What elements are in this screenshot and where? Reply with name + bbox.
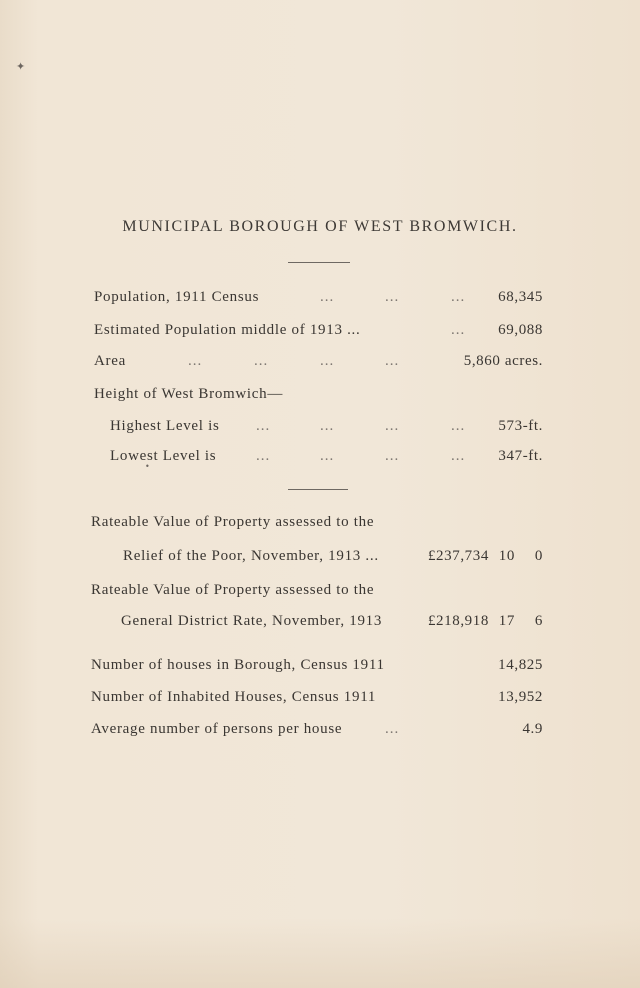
row-value: 4.9 [522, 721, 543, 737]
row-value: 68,345 [498, 289, 543, 305]
row-label: Rateable Value of Property assessed to the [91, 582, 375, 598]
row-label: Highest Level is [110, 418, 220, 434]
leader-dots: ... [385, 289, 400, 305]
page-title: MUNICIPAL BOROUGH OF WEST BROMWICH. [122, 218, 518, 235]
rateable-district-line2 [0, 613, 640, 635]
rateable-poor-line1 [0, 514, 640, 536]
row-label: Average number of persons per house [91, 721, 343, 737]
row-value: 13,952 [498, 689, 543, 705]
row-label: Rateable Value of Property assessed to the [91, 514, 375, 530]
highest-level-row [0, 418, 640, 440]
rateable-poor-line2 [0, 548, 640, 570]
leader-dots: ... [385, 353, 400, 369]
rateable-value [409, 548, 543, 565]
leader-dots: ... [320, 353, 335, 369]
height-heading-row [0, 386, 640, 408]
row-label: Estimated Population middle of 1913 ... [94, 322, 361, 338]
pounds-value: £218,918 [427, 613, 489, 629]
leader-dots: ... [256, 448, 271, 464]
leader-dots: ... [385, 418, 400, 434]
leader-dots: ... [188, 353, 203, 369]
section-divider [288, 489, 348, 490]
row-label: Lowest Level is [110, 448, 217, 464]
leader-dots: ... [320, 289, 335, 305]
houses-row [0, 657, 640, 679]
page-mark: ✦ [16, 60, 26, 73]
pence-value: 0 [534, 548, 543, 564]
title-divider [288, 262, 350, 263]
row-label: Height of West Bromwich— [94, 386, 284, 402]
area-row [0, 353, 640, 375]
population-row [0, 289, 640, 311]
row-label: Relief of the Poor, November, 1913 ... [123, 548, 379, 564]
row-value: 69,088 [498, 322, 543, 338]
print-speck: • [145, 462, 150, 471]
leader-dots: ... [320, 448, 335, 464]
row-value: 5,860 acres. [463, 353, 543, 369]
leader-dots: ... [451, 289, 466, 305]
row-label: General District Rate, November, 1913 [121, 613, 383, 629]
leader-dots: ... [385, 448, 400, 464]
inhabited-houses-row [0, 689, 640, 711]
lowest-level-row [0, 448, 640, 470]
row-value: 347-ft. [498, 448, 543, 464]
leader-dots: ... [254, 353, 269, 369]
leader-dots: ... [385, 721, 400, 737]
pence-value: 6 [534, 613, 543, 629]
row-label: Number of Inhabited Houses, Census 1911 [91, 689, 377, 705]
row-value: 573-ft. [498, 418, 543, 434]
row-label: Population, 1911 Census [94, 289, 260, 305]
rateable-value [409, 613, 543, 630]
leader-dots: ... [320, 418, 335, 434]
pounds-value: £237,734 [427, 548, 489, 564]
leader-dots: ... [451, 322, 466, 338]
estimated-population-row [0, 322, 640, 344]
leader-dots: ... [451, 448, 466, 464]
row-label: Number of houses in Borough, Census 1911 [91, 657, 385, 673]
row-value: 14,825 [498, 657, 543, 673]
row-label: Area [94, 353, 126, 369]
shillings-value: 10 [498, 548, 515, 564]
leader-dots: ... [451, 418, 466, 434]
rateable-district-line1 [0, 582, 640, 604]
persons-per-house-row [0, 721, 640, 743]
leader-dots: ... [256, 418, 271, 434]
shillings-value: 17 [498, 613, 515, 629]
